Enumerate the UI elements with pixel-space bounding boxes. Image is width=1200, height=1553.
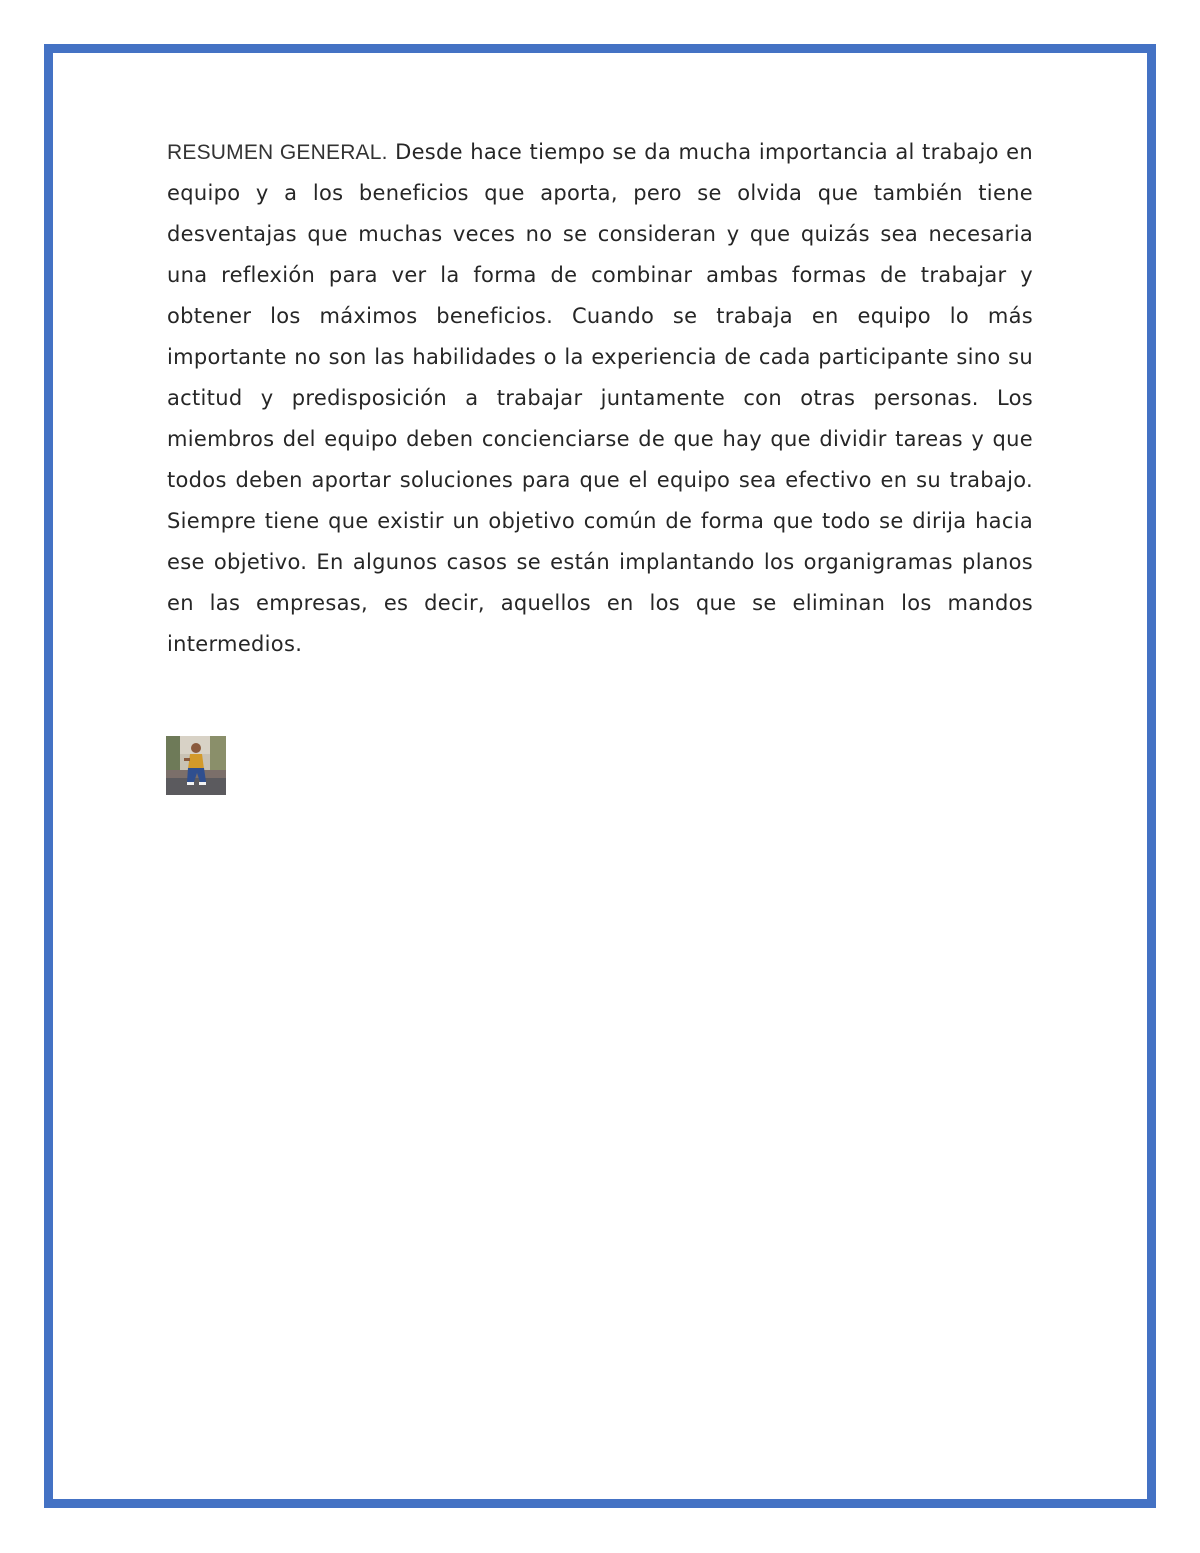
summary-body: Desde hace tiempo se da mucha importancia al trabajo en equipo y a los beneficios que aporta, pero se olvida que también tiene desventajas que muchas veces no se consideran y que quizás sea necesaria una reflexión para ver la forma de combinar ambas formas de trabajar y obtener los máximos beneficios. Cuando se trabaja en equipo lo más importante no son las habilidades o la experiencia de cada participante sino su actitud y predisposición a trabajar juntamente con otras personas. Los miembros del equipo deben concienciarse de que hay que dividir tareas y que todos deben aportar soluciones para que el equipo sea efectivo en su trabajo. Siempre tiene que existir un objetivo común de forma que todo se dirija hacia ese objetivo. En algunos casos se están implantando los organigramas planos en las empresas, es decir, aquellos en los que se eliminan los mandos intermedios. <box>167 140 1033 656</box>
summary-paragraph <box>167 132 1033 665</box>
summary-heading: RESUMEN GENERAL. <box>167 141 388 164</box>
person-sitting-photo <box>166 736 226 795</box>
